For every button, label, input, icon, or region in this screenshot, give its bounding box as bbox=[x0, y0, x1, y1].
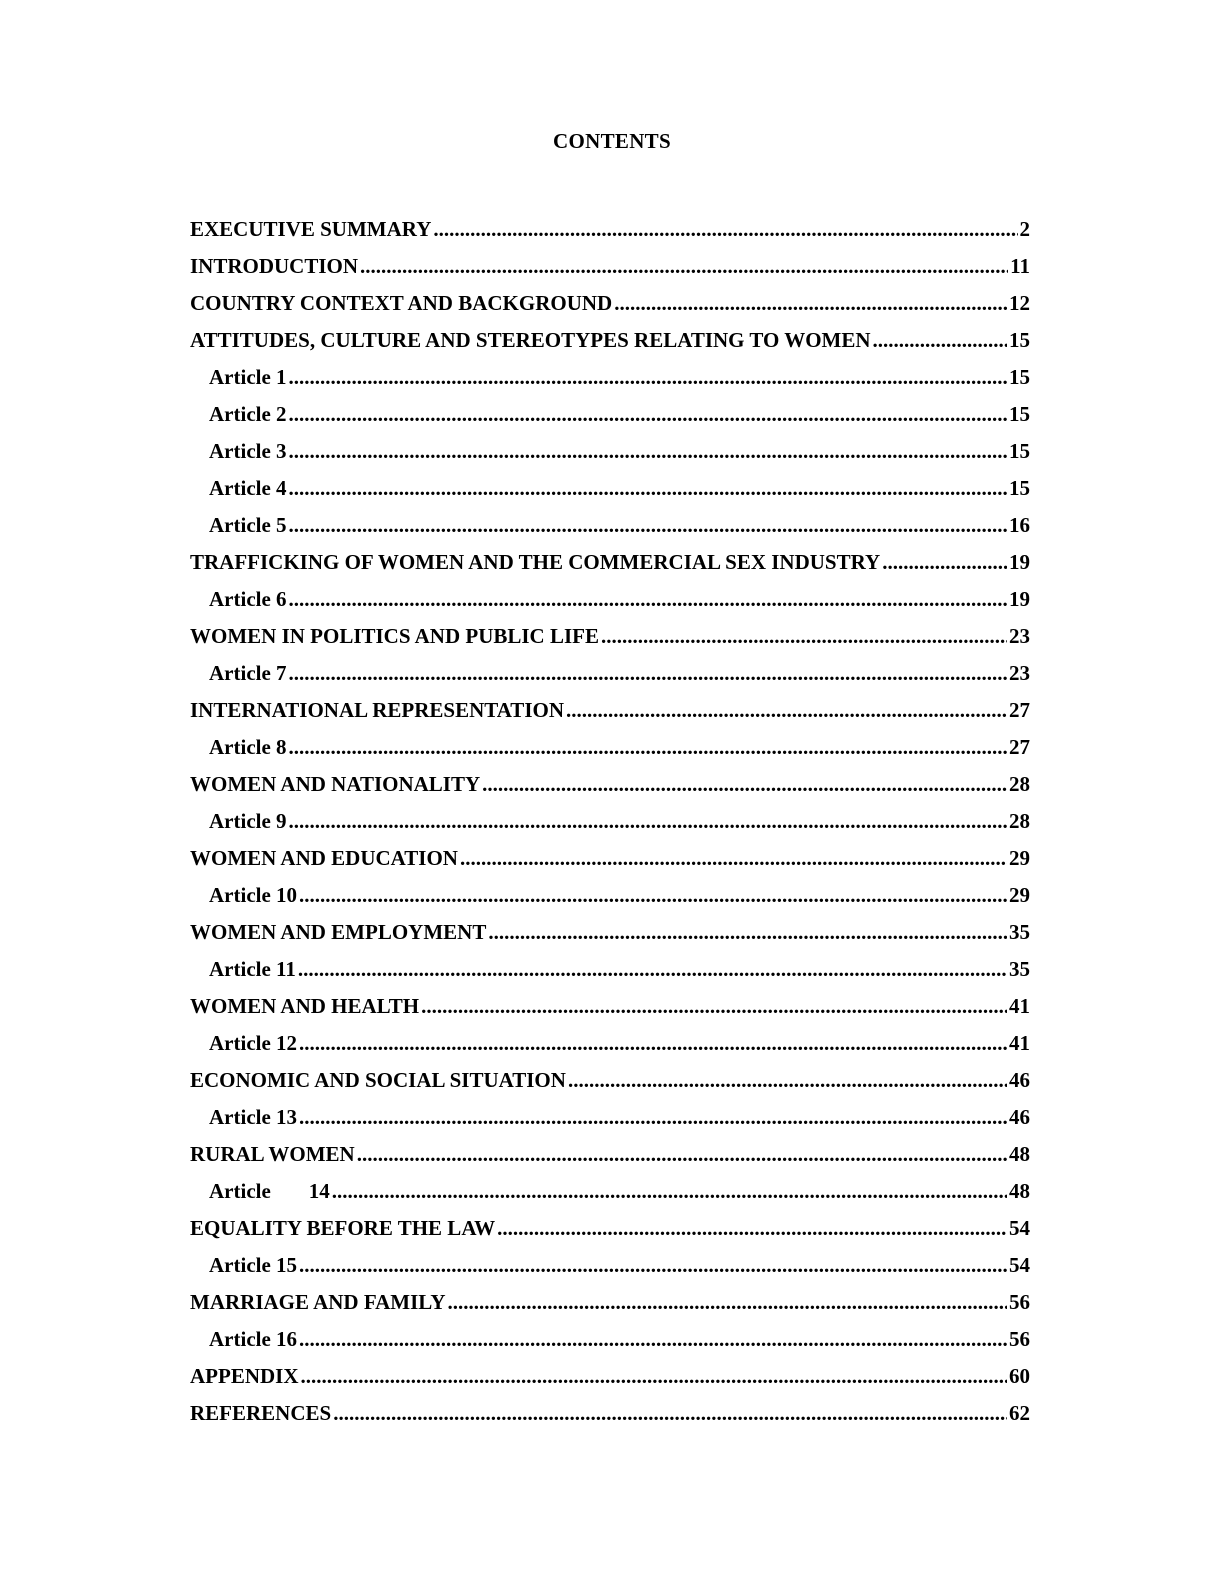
toc-subentry[interactable] bbox=[190, 470, 1030, 507]
toc-page-number: 23 bbox=[1009, 624, 1030, 648]
toc-entry[interactable] bbox=[190, 1136, 1030, 1173]
toc-page-number: 23 bbox=[1009, 661, 1030, 685]
toc-subentry[interactable] bbox=[190, 951, 1030, 988]
toc-page-number: 28 bbox=[1009, 809, 1030, 833]
toc-entry[interactable] bbox=[190, 840, 1030, 877]
toc-dot-leader bbox=[299, 1099, 1007, 1136]
toc-subentry[interactable] bbox=[190, 581, 1030, 618]
toc-page-number: 15 bbox=[1009, 439, 1030, 463]
toc-entry-label: EXECUTIVE SUMMARY bbox=[190, 217, 432, 241]
toc-entry[interactable] bbox=[190, 1358, 1030, 1395]
toc-page-number: 60 bbox=[1009, 1364, 1030, 1388]
toc-entry-label: ECONOMIC AND SOCIAL SITUATION bbox=[190, 1068, 566, 1092]
toc-dot-leader bbox=[873, 322, 1007, 359]
toc-dot-leader bbox=[614, 285, 1007, 322]
toc-dot-leader bbox=[433, 211, 1017, 248]
toc-entry-label: Article 4 bbox=[209, 476, 287, 500]
toc-dot-leader bbox=[882, 544, 1007, 581]
toc-subentry[interactable] bbox=[190, 1099, 1030, 1136]
toc-dot-leader bbox=[568, 1062, 1007, 1099]
toc-entry[interactable] bbox=[190, 1062, 1030, 1099]
toc-dot-leader bbox=[448, 1284, 1007, 1321]
toc-entry-label: Article 3 bbox=[209, 439, 287, 463]
toc-page-number: 28 bbox=[1009, 772, 1030, 796]
toc-page-number: 15 bbox=[1009, 365, 1030, 389]
toc-dot-leader bbox=[460, 840, 1007, 877]
toc-subentry[interactable] bbox=[190, 1025, 1030, 1062]
toc-dot-leader bbox=[301, 1358, 1008, 1395]
toc-page-number: 15 bbox=[1009, 328, 1030, 352]
toc-page-number: 46 bbox=[1009, 1068, 1030, 1092]
toc-page-number: 46 bbox=[1009, 1105, 1030, 1129]
toc-page-number: 41 bbox=[1009, 994, 1030, 1018]
toc-entry[interactable] bbox=[190, 914, 1030, 951]
toc-page-number: 11 bbox=[1010, 254, 1030, 278]
toc-subentry[interactable] bbox=[190, 507, 1030, 544]
toc-subentry[interactable] bbox=[190, 803, 1030, 840]
toc-dot-leader bbox=[289, 581, 1007, 618]
toc-entry-label: TRAFFICKING OF WOMEN AND THE COMMERCIAL SEX INDUSTRY bbox=[190, 550, 881, 574]
toc-dot-leader bbox=[289, 803, 1007, 840]
toc-entry-label: Article 14 bbox=[209, 1179, 330, 1203]
toc-entry[interactable] bbox=[190, 211, 1030, 248]
toc-entry[interactable] bbox=[190, 544, 1030, 581]
toc-subentry[interactable] bbox=[190, 877, 1030, 914]
toc-page-number: 35 bbox=[1009, 920, 1030, 944]
toc-dot-leader bbox=[566, 692, 1007, 729]
toc-subentry[interactable] bbox=[190, 1321, 1030, 1358]
toc-page-number: 29 bbox=[1009, 883, 1030, 907]
toc-page-number: 56 bbox=[1009, 1327, 1030, 1351]
toc-entry-label: Article 1 bbox=[209, 365, 287, 389]
toc-dot-leader bbox=[299, 1321, 1007, 1358]
toc-page-number: 35 bbox=[1009, 957, 1030, 981]
toc-entry-label: COUNTRY CONTEXT AND BACKGROUND bbox=[190, 291, 613, 315]
toc-entry-label: Article 6 bbox=[209, 587, 287, 611]
toc-entry-label: WOMEN IN POLITICS AND PUBLIC LIFE bbox=[190, 624, 599, 648]
toc-subentry[interactable] bbox=[190, 729, 1030, 766]
toc-entry-label: Article 12 bbox=[209, 1031, 298, 1055]
toc-entry[interactable] bbox=[190, 1210, 1030, 1247]
toc-entry-label: WOMEN AND HEALTH bbox=[190, 994, 420, 1018]
toc-entry-label: Article 5 bbox=[209, 513, 287, 537]
toc-entry-label: Article 16 bbox=[209, 1327, 298, 1351]
toc-page-number: 48 bbox=[1009, 1179, 1030, 1203]
toc-dot-leader bbox=[482, 766, 1007, 803]
toc-entry[interactable] bbox=[190, 322, 1030, 359]
toc-entry[interactable] bbox=[190, 248, 1030, 285]
toc-entry[interactable] bbox=[190, 1395, 1030, 1432]
toc-entry-label: EQUALITY BEFORE THE LAW bbox=[190, 1216, 496, 1240]
toc-subentry[interactable] bbox=[190, 359, 1030, 396]
toc-entry-label: Article 15 bbox=[209, 1253, 298, 1277]
toc-entry-label: MARRIAGE AND FAMILY bbox=[190, 1290, 446, 1314]
toc-dot-leader bbox=[497, 1210, 1007, 1247]
toc-page-number: 54 bbox=[1009, 1216, 1030, 1240]
toc-entry-label: Article 7 bbox=[209, 661, 287, 685]
toc-dot-leader bbox=[299, 877, 1007, 914]
toc-entry-label: APPENDIX bbox=[190, 1364, 299, 1388]
toc-dot-leader bbox=[601, 618, 1007, 655]
toc-entry-label: ATTITUDES, CULTURE AND STEREOTYPES RELATING TO WOMEN bbox=[190, 328, 871, 352]
toc-page-number: 15 bbox=[1009, 476, 1030, 500]
toc-dot-leader bbox=[289, 507, 1007, 544]
toc-page-number: 48 bbox=[1009, 1142, 1030, 1166]
toc-page-number: 19 bbox=[1009, 550, 1030, 574]
toc-dot-leader bbox=[488, 914, 1007, 951]
toc-entry-label: Article 11 bbox=[209, 957, 296, 981]
toc-page-number: 2 bbox=[1019, 217, 1030, 241]
toc-entry-label: Article 10 bbox=[209, 883, 298, 907]
toc-entry[interactable] bbox=[190, 692, 1030, 729]
toc-subentry[interactable] bbox=[190, 1173, 1030, 1210]
toc-page-number: 41 bbox=[1009, 1031, 1030, 1055]
toc-entry-label: INTRODUCTION bbox=[190, 254, 359, 278]
toc-subentry[interactable] bbox=[190, 1247, 1030, 1284]
toc-entry-label: Article 9 bbox=[209, 809, 287, 833]
toc-page-number: 12 bbox=[1009, 291, 1030, 315]
toc-dot-leader bbox=[421, 988, 1007, 1025]
toc-page-number: 19 bbox=[1009, 587, 1030, 611]
toc-entry-label: WOMEN AND EMPLOYMENT bbox=[190, 920, 487, 944]
toc-dot-leader bbox=[289, 729, 1007, 766]
toc-entry-label: Article 8 bbox=[209, 735, 287, 759]
toc-page-number: 62 bbox=[1009, 1401, 1030, 1425]
toc-subentry[interactable] bbox=[190, 396, 1030, 433]
toc-entry[interactable] bbox=[190, 766, 1030, 803]
toc-dot-leader bbox=[298, 951, 1007, 988]
toc-entry[interactable] bbox=[190, 285, 1030, 322]
toc-dot-leader bbox=[289, 655, 1007, 692]
toc-dot-leader bbox=[332, 1173, 1007, 1210]
toc-entry-label: WOMEN AND EDUCATION bbox=[190, 846, 458, 870]
toc-page-number: 29 bbox=[1009, 846, 1030, 870]
toc-dot-leader bbox=[360, 248, 1008, 285]
toc-dot-leader bbox=[289, 359, 1007, 396]
toc-entry[interactable] bbox=[190, 1284, 1030, 1321]
toc-dot-leader bbox=[289, 433, 1007, 470]
toc-page-number: 15 bbox=[1009, 402, 1030, 426]
toc-page-number: 27 bbox=[1009, 735, 1030, 759]
table-of-contents bbox=[190, 211, 1030, 1432]
toc-entry[interactable] bbox=[190, 988, 1030, 1025]
toc-dot-leader bbox=[299, 1247, 1007, 1284]
toc-entry-label: Article 2 bbox=[209, 402, 287, 426]
toc-subentry[interactable] bbox=[190, 655, 1030, 692]
toc-dot-leader bbox=[333, 1395, 1007, 1432]
toc-dot-leader bbox=[289, 470, 1007, 507]
toc-entry[interactable] bbox=[190, 618, 1030, 655]
toc-dot-leader bbox=[289, 396, 1007, 433]
toc-entry-label: INTERNATIONAL REPRESENTATION bbox=[190, 698, 564, 722]
toc-page-number: 56 bbox=[1009, 1290, 1030, 1314]
toc-dot-leader bbox=[299, 1025, 1007, 1062]
toc-subentry[interactable] bbox=[190, 433, 1030, 470]
toc-dot-leader bbox=[357, 1136, 1007, 1173]
toc-entry-label: REFERENCES bbox=[190, 1401, 332, 1425]
toc-page-number: 54 bbox=[1009, 1253, 1030, 1277]
toc-entry-label: WOMEN AND NATIONALITY bbox=[190, 772, 481, 796]
toc-entry-label: RURAL WOMEN bbox=[190, 1142, 355, 1166]
toc-page-number: 27 bbox=[1009, 698, 1030, 722]
page-title: CONTENTS bbox=[553, 129, 671, 153]
toc-page-number: 16 bbox=[1009, 513, 1030, 537]
toc-entry-label: Article 13 bbox=[209, 1105, 298, 1129]
